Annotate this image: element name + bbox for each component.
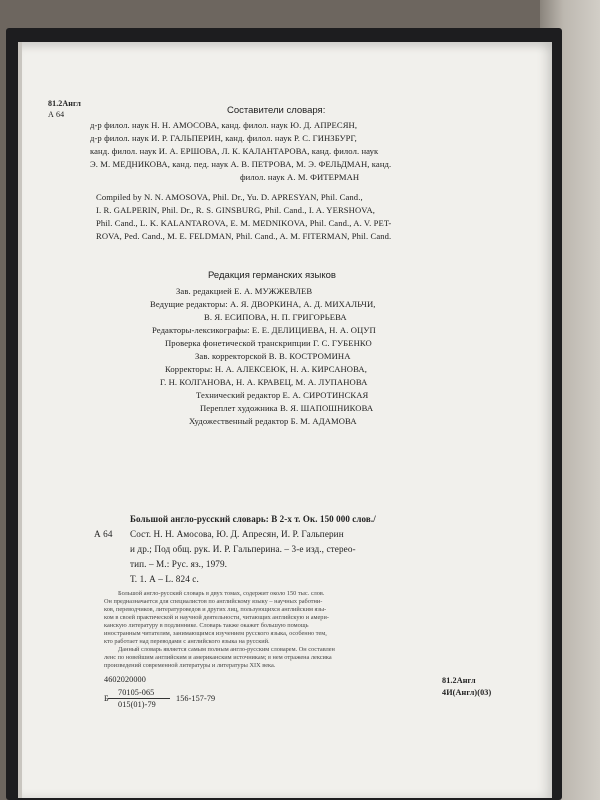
- compilers-title: Составители словаря:: [227, 105, 326, 116]
- index-code: А 64: [48, 110, 65, 119]
- compilers-ru-line: филол. наук А. М. ФИТЕРМАН: [240, 172, 360, 182]
- compilers-ru-line: д-р филол. наук Н. Н. АМОСОВА, канд. филол. наук Ю. Д. АПРЕСЯН,: [90, 120, 358, 130]
- catalog-code: 4602020000: [104, 675, 146, 684]
- editorial-line: Переплет художника В. Я. ШАПОШНИКОВА: [200, 403, 374, 413]
- editorial-line: В. Я. ЕСИПОВА, Н. П. ГРИГОРЬЕВА: [204, 312, 347, 322]
- catalog-line: тип. – М.: Рус. яз., 1979.: [130, 559, 228, 569]
- compilers-en-line: Phil. Cand., L. K. KALANTAROVA, E. M. MEDNIKOVA, Phil. Cand., A. V. PET-: [96, 218, 392, 228]
- editorial-line: Зав. корректорской В. В. КОСТРОМИНА: [195, 351, 351, 361]
- abstract-line: ленс по новейшим английским и американским источникам; в нем отражена лексика: [104, 654, 332, 661]
- editorial-line: Редакторы-лексикографы: Е. Е. ДЕЛИЦИЕВА, Н. А. ОЦУП: [152, 325, 376, 335]
- catalog-code: 015(01)-79: [118, 700, 156, 709]
- catalog-code: 156-157-79: [176, 694, 216, 703]
- editorial-line: Зав. редакцией Е. А. МУЖЖЕВЛЕВ: [176, 286, 313, 296]
- abstract-line: произведений современной литературы и литературы XIX века.: [104, 662, 276, 669]
- abstract-line: Большой англо-русский словарь в двух томах, содержит около 150 тыс. слов.: [118, 590, 325, 597]
- catalog-right-code: 81.2Англ: [442, 676, 476, 685]
- catalog-code: 70105-065: [118, 688, 155, 697]
- compilers-ru-line: д-р филол. наук И. Р. ГАЛЬПЕРИН, канд. филол. наук Р. С. ГИНЗБУРГ,: [90, 133, 357, 143]
- editorial-line: Технический редактор Е. А. СИРОТИНСКАЯ: [196, 390, 369, 400]
- abstract-line: иностранным читателям, занимающимся изучением русского языка, особенно тем,: [104, 630, 327, 637]
- abstract-line: ком в своей практической и научной деятельности, читающих английскую и амери-: [104, 614, 329, 621]
- catalog-right-code: 4И(Англ)(03): [442, 688, 492, 697]
- catalog-line: и др.; Под общ. рук. И. Р. Гальперина. – 3-е изд., стерео-: [130, 544, 356, 554]
- catalog-index: А 64: [94, 529, 113, 539]
- editorial-line: Корректоры: Н. А. АЛЕКСЕЮК, Н. А. КИРСАНОВА,: [165, 364, 367, 374]
- classification-code: 81.2Англ: [48, 99, 81, 108]
- fraction-line: [108, 698, 170, 699]
- abstract-line: канскую литературу в подлиннике. Словарь также окажет большую помощь: [104, 622, 309, 629]
- catalog-line: Сост. Н. Н. Амосова, Ю. Д. Апресян, И. Р. Гальперин: [130, 529, 344, 539]
- editorial-line: Г. Н. КОЛГАНОВА, Н. А. КРАВЕЦ, М. А. ЛУПАНОВА: [160, 377, 368, 387]
- compilers-en-line: I. R. GALPERIN, Phil. Dr., R. S. GINSBURG, Phil. Cand., I. A. YERSHOVA,: [96, 205, 376, 215]
- catalog-title-line: Большой англо-русский словарь: В 2-х т. Ок. 150 000 слов./: [130, 514, 376, 524]
- abstract-line: кто работает над переводами с английского языка на русский.: [104, 638, 270, 645]
- editorial-title: Редакция германских языков: [208, 270, 336, 281]
- catalog-line: Т. 1. А – L. 824 с.: [130, 574, 199, 584]
- editorial-line: Ведущие редакторы: А. Я. ДВОРКИНА, А. Д. МИХАЛЬЧИ,: [150, 299, 376, 309]
- page-edge: [18, 42, 22, 798]
- compilers-en-line: Compiled by N. N. AMOSOVA, Phil. Dr., Yu. D. APRESYAN, Phil. Cand.,: [96, 192, 363, 202]
- compilers-ru-line: канд. филол. наук И. А. ЕРШОВА, Л. К. КАЛАНТАРОВА, канд. филол. наук: [90, 146, 379, 156]
- abstract-line: Он предназначается для специалистов по английскому языку – научных работни-: [104, 598, 323, 605]
- compilers-en-line: ROVA, Ped. Cand., M. E. FELDMAN, Phil. Cand., A. M. FITERMAN, Phil. Cand.: [96, 231, 392, 241]
- editorial-line: Проверка фонетической транскрипции Г. С. ГУБЕНКО: [165, 338, 372, 348]
- editorial-line: Художественный редактор Б. М. АДАМОВА: [189, 416, 357, 426]
- compilers-ru-line: Э. М. МЕДНИКОВА, канд. пед. наук А. В. ПЕТРОВА, М. Э. ФЕЛЬДМАН, канд.: [90, 159, 392, 169]
- abstract-line: Данный словарь является самым полным англо-русским словарем. Он составлен: [118, 646, 335, 653]
- abstract-line: ков, переводчиков, литературоведов и других лиц, пользующихся английским язы-: [104, 606, 327, 613]
- catalog-letter: Б: [104, 694, 109, 703]
